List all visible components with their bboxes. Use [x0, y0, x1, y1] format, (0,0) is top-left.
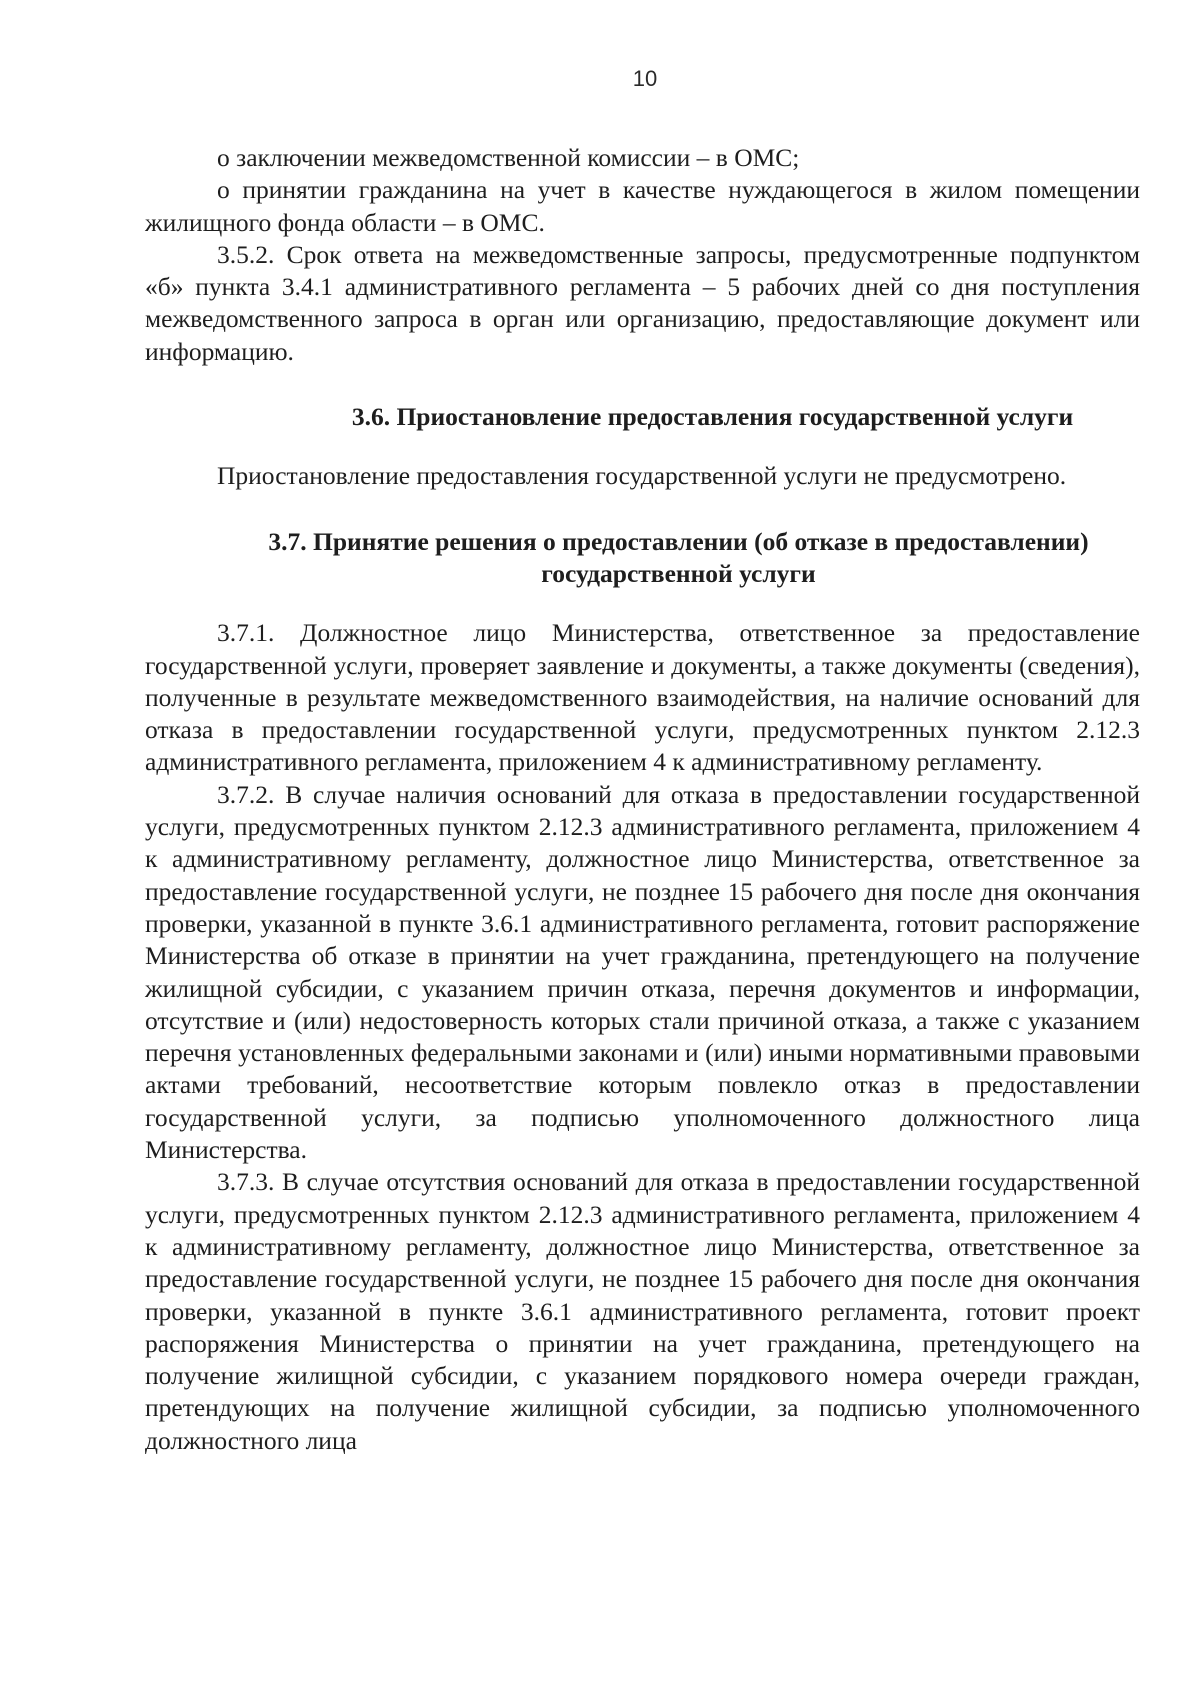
page-number: 10 — [632, 66, 658, 91]
paragraph-3-7-3: 3.7.3. В случае отсутствия оснований для отказа в предоставлении государственной услуги, предусмотренных пунктом 2.12.3 административного регламента, приложением 4 к административному регламенту, должностное лицо Министерства, ответственное за предоставление государственной услуги, не позднее 15 рабочего дня после дня окончания проверки, указанной в пункте 3.6.1 административного регламента, готовит проект распоряжения Министерства о принятии на учет гражданина, претендующего на получение жилищной субсидии, с указанием порядкового номера очереди граждан, претендующих на получение жилищной субсидии, за подписью уполномоченного должностного лица — [145, 1167, 1140, 1455]
paragraph-3-7-1: 3.7.1. Должностное лицо Министерства, ответственное за предоставление государственной услуги, проверяет заявление и документы, а также документы (сведения), полученные в результате межведомственного взаимодействия, на наличие оснований для отказа в предоставлении государственной услуги, предусмотренных пунктом 2.12.3 административного регламента, приложением 4 к административному регламенту. — [145, 618, 1140, 777]
paragraph-oms-commission: о заключении межведомственной комиссии – в ОМС; — [217, 143, 800, 172]
document-body — [145, 142, 1140, 1457]
paragraph-3-6-text: Приостановление предоставления государственной услуги не предусмотрено. — [217, 461, 1067, 491]
section-heading-3-6: 3.6. Приостановление предоставления государственной услуги — [351, 402, 1074, 432]
paragraph-3-7-2: 3.7.2. В случае наличия оснований для отказа в предоставлении государственной услуги, предусмотренных пунктом 2.12.3 административного регламента, приложением 4 к административному регламенту, должностное лицо Министерства, ответственное за предоставление государственной услуги, не позднее 15 рабочего дня после дня окончания проверки, указанной в пункте 3.6.1 административного регламента, готовит распоряжение Министерства об отказе в принятии на учет гражданина, претендующего на получение жилищной субсидии, с указанием причин отказа, перечня документов и информации, отсутствие и (или) недостоверность которых стали причиной отказа, а также с указанием перечня установленных федеральными законами и (или) иными нормативными правовыми актами требований, несоответствие которым повлекло отказ в предоставлении государственной услуги, за подписью уполномоченного должностного лица Министерства. — [145, 779, 1140, 1165]
section-heading-3-7: 3.7. Принятие решения о предоставлении (об отказе в предоставлении) государственной услуги — [268, 526, 1089, 588]
paragraph-oms-registration: о принятии гражданина на учет в качестве нуждающегося в жилом помещении жилищного фонда области – в ОМС. — [145, 175, 1140, 237]
paragraph-3-5-2: 3.5.2. Срок ответа на межведомственные запросы, предусмотренные подпунктом «б» пункта 3.4.1 административного регламента – 5 рабочих дней со дня поступления межведомственного запроса в орган или организацию, предоставляющие документ или информацию. — [145, 239, 1140, 366]
